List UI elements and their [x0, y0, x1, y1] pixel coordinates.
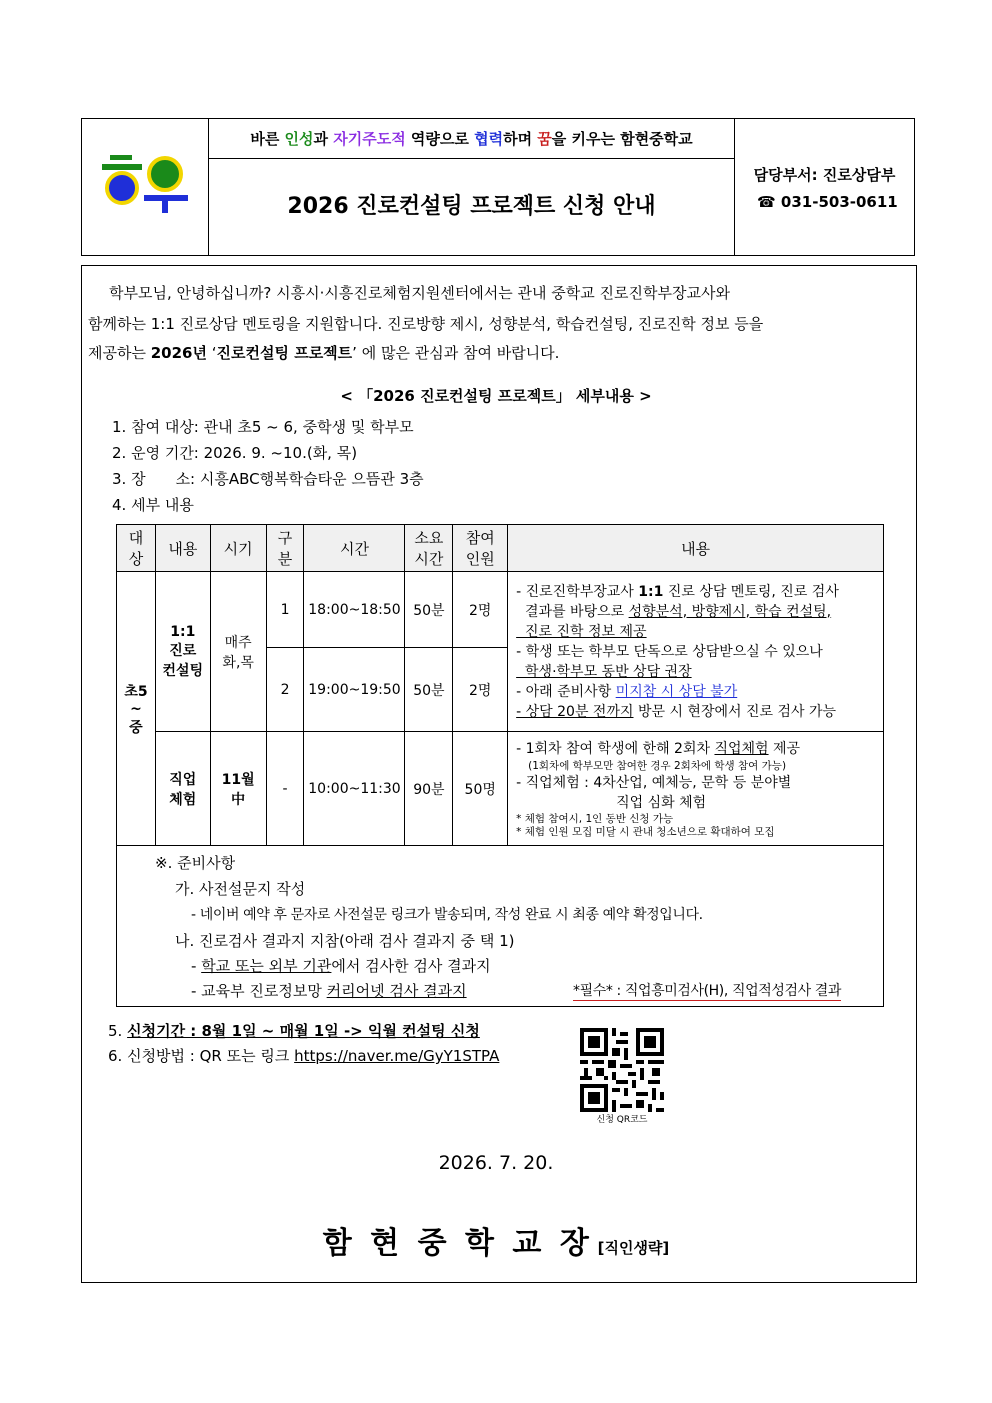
duration-cell: 50분 [405, 572, 453, 648]
department-info [734, 119, 914, 255]
consult-content-cell: - 진로진학부장교사 1:1 진로 상담 멘토링, 진로 검사 결과를 바탕으로 성향분석, 방향제시, 학습 컨설팅, 진로 진학 정보 제공 - 학생 또는 학부모 단독으로 상담받으실 수 있으나 학생·학부모 동반 상담 권장 - 아래 준비사항 미지참 시 상담 불가 - 상담 20분 전까지 방문 시 현장에서 진로 검사 가능 [508, 572, 884, 732]
page-title: 2026 진로컨설팅 프로젝트 신청 안내 [287, 194, 656, 219]
people-cell: 50명 [453, 732, 508, 846]
phone-number: 031-503-0611 [780, 193, 898, 211]
intro-line-3: 제공하는 2026년 ‘진로컨설팅 프로젝트’ 에 많은 관심과 참여 바랍니다. [88, 344, 560, 362]
slogan-segment: 역량으로 [405, 130, 475, 148]
logo-cell [82, 119, 209, 255]
header-people: 참여 인원 [453, 525, 508, 572]
header-target: 대 상 [117, 525, 156, 572]
apply-link[interactable]: https://naver.me/GyY1STPA [294, 1047, 500, 1065]
slogan-segment: 하며 [503, 130, 538, 148]
phone-icon: ☎ [757, 193, 776, 211]
slogan-segment: 인성 [284, 130, 314, 148]
slogan-segment: 과 [313, 130, 334, 148]
prep-title: ※. 준비사항 [155, 854, 236, 872]
apply-period: 5. 신청기간 : 8월 1일 ~ 매월 1일 -> 익월 컨설팅 신청 [108, 1022, 480, 1040]
people-cell: 2명 [453, 648, 508, 732]
prep-a: 가. 사전설문지 작성 [175, 880, 306, 898]
prep-b: 나. 진로검사 결과지 지참(아래 검사 결과지 중 택 1) [175, 932, 515, 950]
intro-line-1: 학부모님, 안녕하십니까? 시흥시·시흥진로체험지원센터에서는 관내 중학교 진로진학부장교사와 [109, 284, 730, 302]
header-name: 내용 [155, 525, 210, 572]
details-table [116, 524, 884, 1007]
division-cell: - [266, 732, 304, 846]
header-time: 시간 [304, 525, 405, 572]
item-place: 3. 장 소: 시흥ABC행복학습타운 으뜸관 3층 [112, 470, 424, 488]
prep-b1: - 학교 또는 외부 기관에서 검사한 검사 결과지 [191, 957, 491, 975]
prep-a1: - 네이버 예약 후 문자로 사전설문 링크가 발송되며, 작성 완료 시 최종 예약 확정입니다. [191, 907, 703, 923]
section-title: < 「2026 진로컨설팅 프로젝트」 세부내용 > [340, 387, 652, 405]
consult-name-cell: 1:1 진로 컨설팅 [155, 572, 210, 732]
prep-b2: - 교육부 진로정보망 커리어넷 검사 결과지 [191, 982, 467, 1000]
qr-label: 신청 QR코드 [596, 1115, 648, 1125]
duration-cell: 50분 [405, 648, 453, 732]
job-name-cell: 직업 체험 [155, 732, 210, 846]
slogan [209, 119, 734, 159]
slogan-segment: 자기주도적 [333, 130, 406, 148]
time-cell: 10:00~11:30 [304, 732, 405, 846]
department-name: 담당부서: 진로상담부 [753, 166, 896, 184]
principal-name: 함 현 중 학 교 장 [322, 1226, 593, 1261]
slogan-segment: 을 키우는 함현중학교 [551, 130, 693, 148]
job-content-cell: - 1회차 참여 학생에 한해 2회차 직업체험 제공 (1회차에 학부모만 참여한 경우 2회차에 학생 참여 가능) - 직업체험 : 4차산업, 예체능, 문학 등 분야별 직업 심화 체험 * 체험 참여시, 1인 동반 신청 가능 * 체험 인원 모집 미달 시 관내 청소년으로 확대하여 모집 [508, 732, 884, 846]
people-cell: 2명 [453, 572, 508, 648]
item-details: 4. 세부 내용 [112, 496, 194, 514]
signature [0, 1218, 992, 1262]
document-header [81, 118, 915, 256]
slogan-segment: 협력 [474, 130, 504, 148]
division-cell: 2 [266, 648, 304, 732]
seal-omitted: [직인생략] [597, 1239, 670, 1257]
target-cell: 초5 ~ 중 [117, 572, 156, 846]
duration-cell: 90분 [405, 732, 453, 846]
prep-cell [117, 846, 884, 1007]
job-period-cell: 11월 中 [210, 732, 266, 846]
division-cell: 1 [266, 572, 304, 648]
apply-method: 6. 신청방법 : QR 또는 링크 https://naver.me/GyY1STPA [108, 1047, 500, 1065]
header-period: 시기 [210, 525, 266, 572]
item-target: 1. 참여 대상: 관내 초5 ~ 6, 중학생 및 학부모 [112, 418, 414, 436]
prep-b2-note: *필수* : 직업흥미검사(H), 직업적성검사 결과 [573, 980, 841, 1001]
header-division: 구 분 [266, 525, 304, 572]
header-duration: 소요 시간 [405, 525, 453, 572]
table-row [117, 572, 884, 648]
slogan-segment: 꿈 [537, 130, 552, 148]
prep-row [117, 846, 884, 1007]
time-cell: 19:00~19:50 [304, 648, 405, 732]
consult-period-cell: 매주 화,목 [210, 572, 266, 732]
school-logo-icon [82, 119, 209, 255]
document-date: 2026. 7. 20. [438, 1152, 554, 1174]
phone-number-row [757, 193, 898, 211]
intro-line-2: 함께하는 1:1 진로상담 멘토링을 지원합니다. 진로방향 제시, 성향분석, 학습컨설팅, 진로진학 정보 등을 [88, 315, 764, 333]
qr-code-icon[interactable] [580, 1028, 664, 1112]
time-cell: 18:00~18:50 [304, 572, 405, 648]
item-period: 2. 운영 기간: 2026. 9. ~10.(화, 목) [112, 444, 358, 462]
slogan-segment: 바른 [250, 130, 285, 148]
header-content: 내용 [508, 525, 884, 572]
table-header-row [117, 525, 884, 572]
table-row [117, 732, 884, 846]
